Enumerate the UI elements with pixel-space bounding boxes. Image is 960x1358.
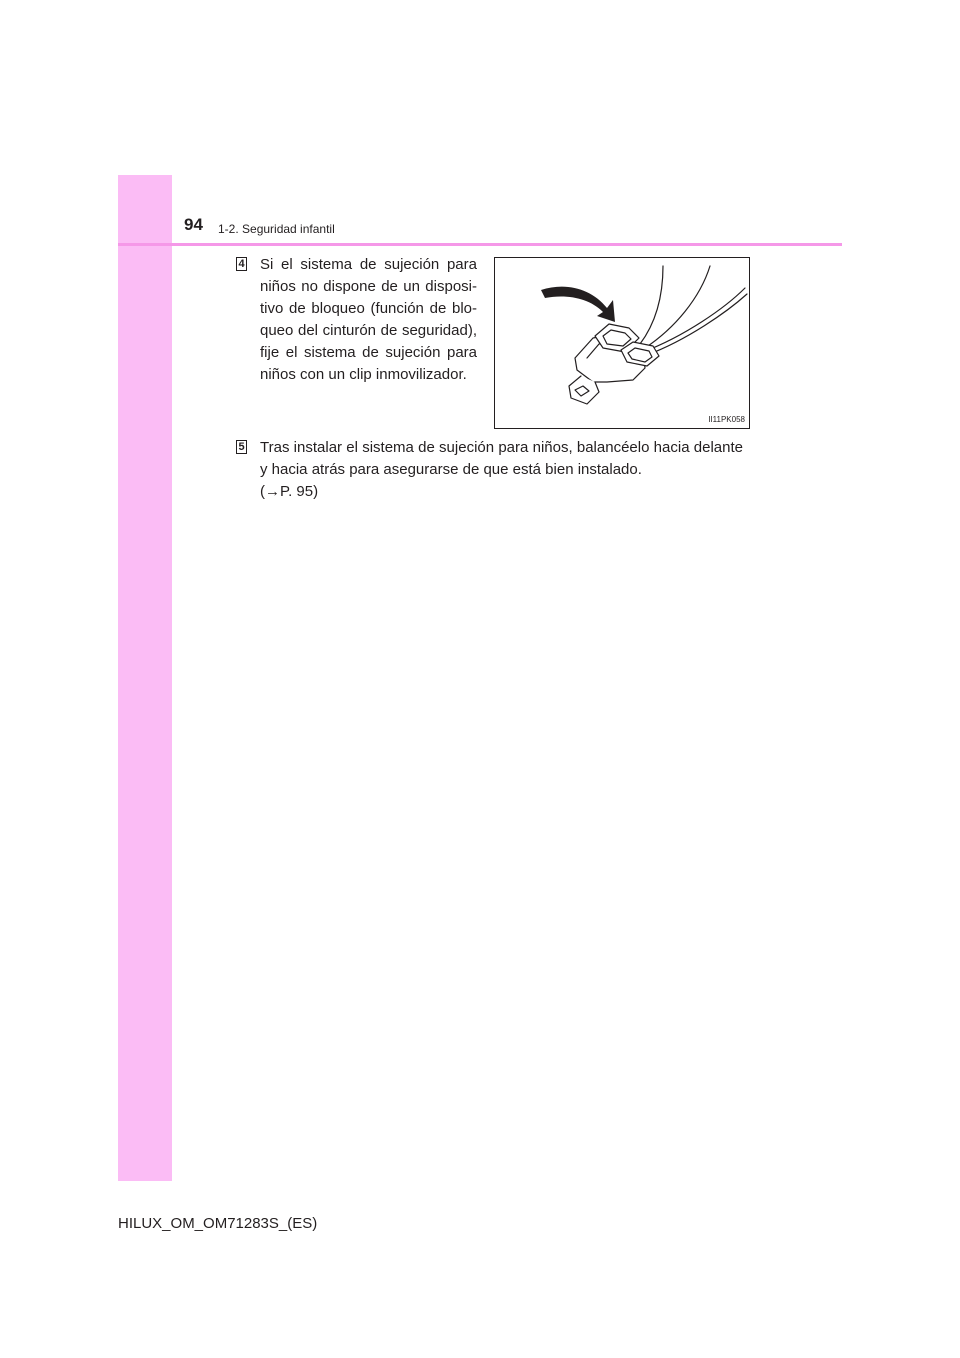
seat-belt-clip-figure [494,257,750,429]
figure-code: II11PK058 [708,415,745,424]
step-5-badge: 5 [236,440,247,454]
step-5-text-block [260,437,743,503]
step-4-text: Si el sistema de sujeción para niños no dispone de un disposi- tivo de bloqueo (función de blo- queo del cinturón de seguridad), fije el sistema de sujeción para niños con un clip inmovilizador. [260,256,477,383]
header-divider [118,243,842,246]
document-footer: HILUX_OM_OM71283S_(ES) [118,1215,318,1232]
seat-belt-locking-clip-icon [495,258,749,428]
chapter-sidebar-tab [118,175,172,1181]
page-reference-link[interactable]: (→P. 95) [260,483,319,500]
section-title: 1-2. Seguridad infantil [218,222,335,236]
step-4-badge: 4 [236,257,247,271]
page-number: 94 [184,215,203,234]
step-5-text: Tras instalar el sistema de sujeción para niños, balancéelo hacia delante y hacia atrás para asegurarse de que está bien instalado. [260,439,743,478]
